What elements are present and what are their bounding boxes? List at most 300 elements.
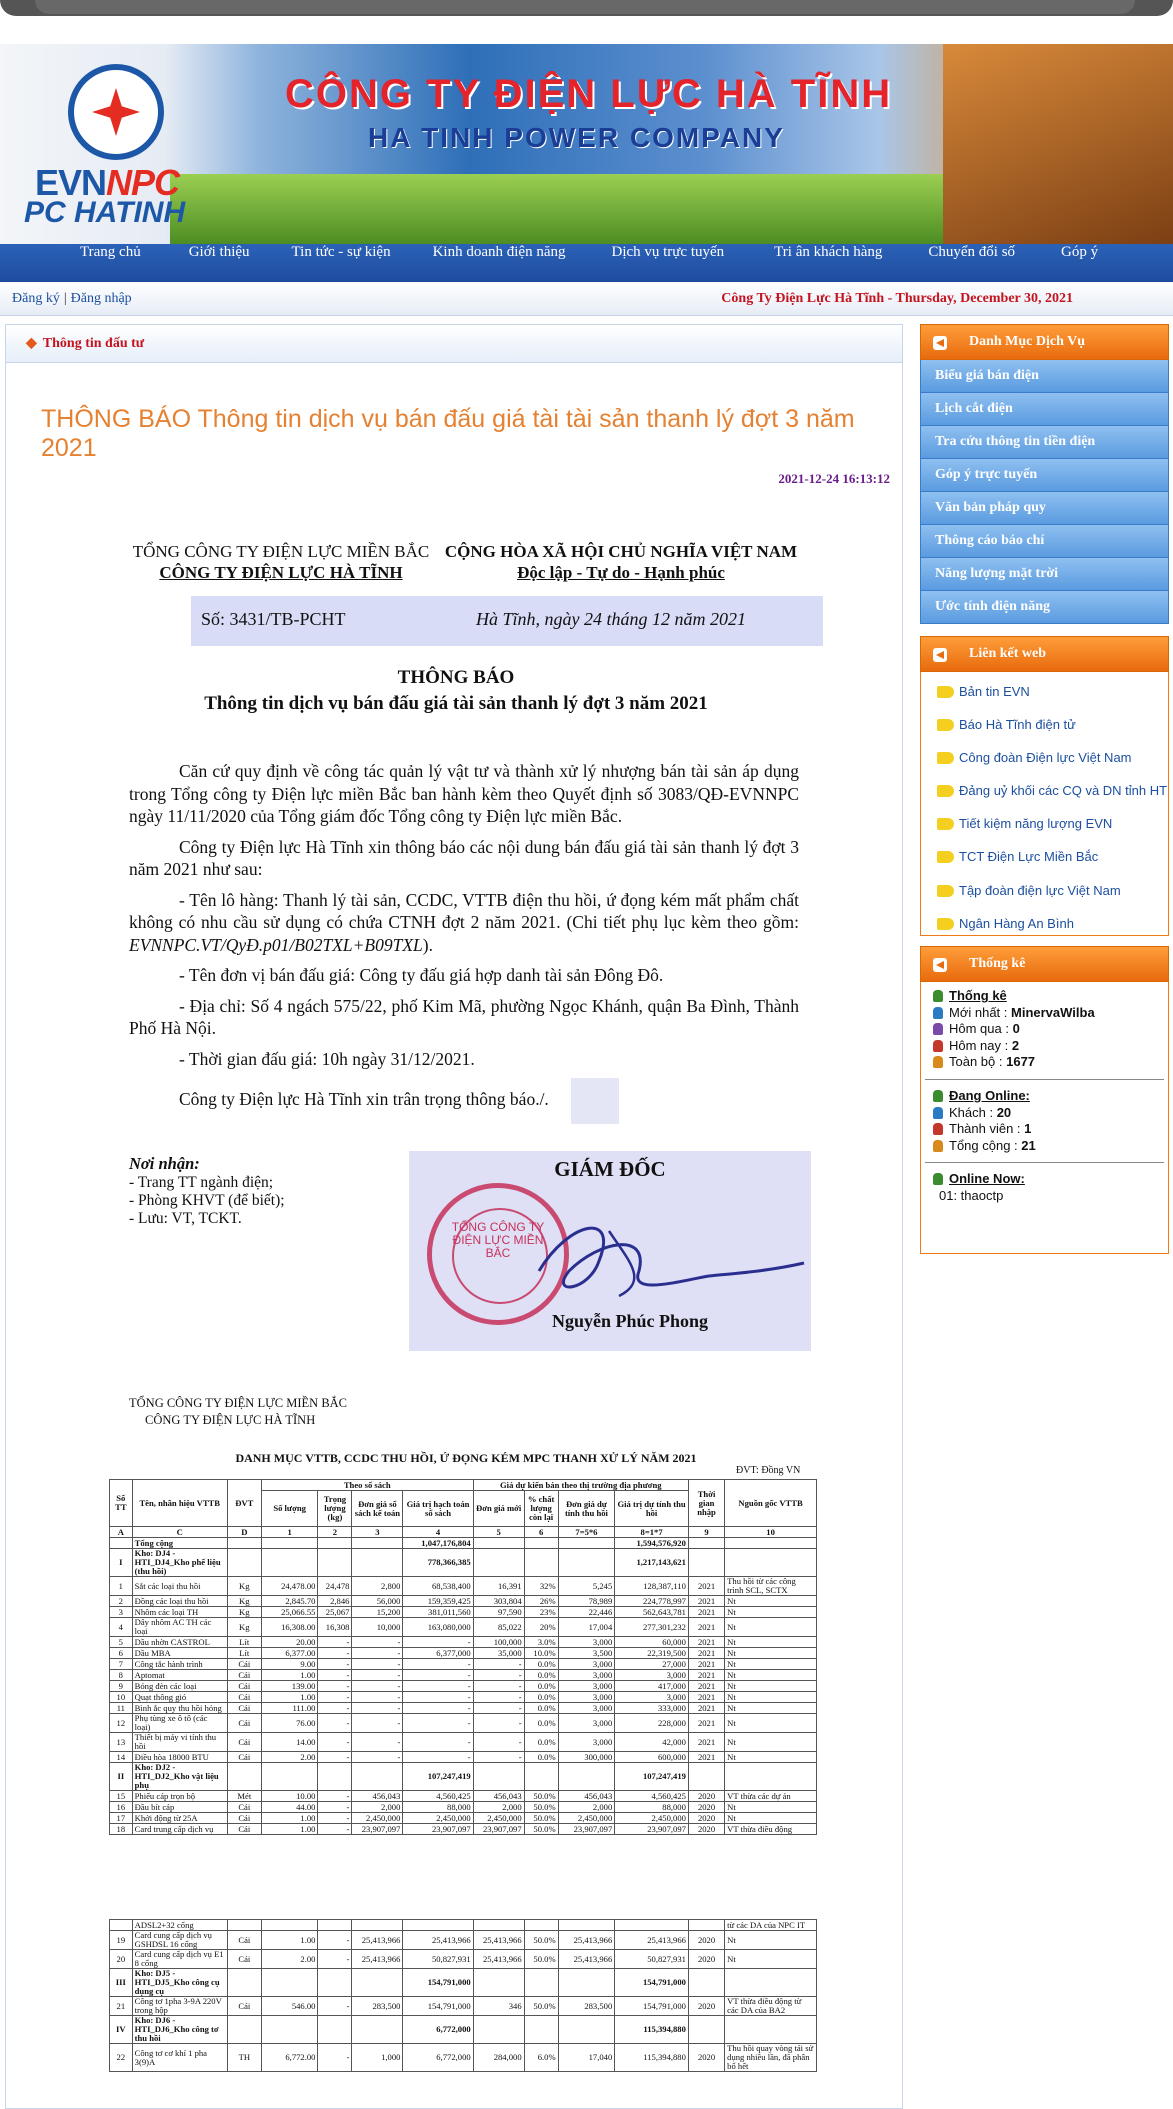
table-cell: 107,247,419 <box>403 1763 473 1791</box>
col-header: % chất lượng còn lại <box>524 1491 558 1527</box>
table-cell: 14.00 <box>261 1733 318 1752</box>
table-cell: 2021 <box>688 1670 724 1681</box>
table-cell <box>403 1920 473 1931</box>
table-cell: Đầu bít cáp <box>132 1802 227 1813</box>
table-cell: - <box>473 1714 524 1733</box>
worker-photo <box>943 44 1173 244</box>
service-item[interactable]: Năng lượng mặt trời <box>920 558 1169 591</box>
table-cell: 3,000 <box>558 1637 615 1648</box>
register-link[interactable]: Đăng ký <box>12 291 60 306</box>
table-cell <box>227 1763 261 1791</box>
table-cell <box>558 1538 615 1549</box>
table-cell: - <box>403 1670 473 1681</box>
table-cell <box>227 1920 261 1931</box>
table-cell <box>688 2016 724 2044</box>
table-cell <box>558 1549 615 1577</box>
tag-icon <box>937 851 954 863</box>
col-code: 4 <box>403 1527 473 1538</box>
table-cell: 16,391 <box>473 1577 524 1596</box>
col-code: 5 <box>473 1527 524 1538</box>
table-cell: - <box>318 1659 352 1670</box>
table-cell: Tổng cộng <box>132 1538 227 1549</box>
table-cell: 26% <box>524 1596 558 1607</box>
table-cell: 44.00 <box>261 1802 318 1813</box>
table-cell: Nt <box>725 1607 817 1618</box>
table-cell: 24,478.00 <box>261 1577 318 1596</box>
table-cell: 100,000 <box>473 1637 524 1648</box>
table-cell: từ các DA của NPC IT <box>725 1920 817 1931</box>
banner-title-en: HA TINH POWER COMPANY <box>368 122 785 153</box>
table-cell: 10,000 <box>352 1618 403 1637</box>
table-cell: Lít <box>227 1648 261 1659</box>
web-link[interactable]: TCT Điện Lực Miền Bắc <box>925 843 1164 876</box>
table-cell: Cái <box>227 1733 261 1752</box>
table-cell: 15 <box>110 1791 133 1802</box>
table-cell: Kho: DJ6 - HTI_DJ6_Kho công tơ thu hồi <box>132 2016 227 2044</box>
table-cell: 277,301,232 <box>615 1618 689 1637</box>
col-header: Đơn giá sổ sách kế toán <box>352 1491 403 1527</box>
table-cell: 284,000 <box>473 2044 524 2072</box>
nav-business[interactable]: Kinh doanh điện năng <box>432 244 566 260</box>
table-cell <box>725 1538 817 1549</box>
table-cell: - <box>318 1703 352 1714</box>
table-cell <box>473 1538 524 1549</box>
signature-block <box>409 1151 811 1351</box>
table-cell: - <box>318 1733 352 1752</box>
col-header: Đơn giá dự tính thu hồi <box>558 1491 615 1527</box>
table-cell: 154,791,000 <box>403 1969 473 1997</box>
table-cell <box>524 1969 558 1997</box>
table-cell: 50,827,931 <box>615 1950 689 1969</box>
table-cell: - <box>403 1752 473 1763</box>
table-row <box>110 1577 817 1596</box>
col-code: 6 <box>524 1527 558 1538</box>
table-cell: Cái <box>227 1692 261 1703</box>
table-cell: - <box>352 1703 403 1714</box>
table-cell <box>318 1920 352 1931</box>
table-cell: Thiết bị máy vi tính thu hồi <box>132 1733 227 1752</box>
recipients-title: Nơi nhận: <box>129 1154 200 1173</box>
table-cell <box>110 1538 133 1549</box>
table-cell: 20 <box>110 1950 133 1969</box>
doc-heading-main: THÔNG BÁO <box>397 667 515 688</box>
table-cell <box>110 1920 133 1931</box>
stats-box <box>920 982 1169 1254</box>
table-cell: 23,907,097 <box>615 1824 689 1835</box>
table-cell: 2,450,000 <box>558 1813 615 1824</box>
table-cell: 303,804 <box>473 1596 524 1607</box>
table-cell: 5 <box>110 1637 133 1648</box>
table-cell: 154,791,000 <box>615 1969 689 1997</box>
table-cell: - <box>318 1997 352 2016</box>
table-cell: Công tơ cơ khí 1 pha 3(9)A <box>132 2044 227 2072</box>
web-link[interactable]: Báo Hà Tĩnh điện tử <box>925 711 1164 744</box>
table-cell: Khởi động từ 25A <box>132 1813 227 1824</box>
table-cell: Phiếu cáp trọn bộ <box>132 1791 227 1802</box>
table-cell: 25,413,966 <box>352 1950 403 1969</box>
table-cell <box>524 1920 558 1931</box>
table-cell: - <box>352 1752 403 1763</box>
table-row <box>110 1813 817 1824</box>
stat-sum: Tổng cộng : 21 <box>925 1138 1164 1155</box>
table-cell: 21 <box>110 1997 133 2016</box>
table-cell: Kho: DJ5 - HTI_DJ5_Kho công cụ dụng cụ <box>132 1969 227 1997</box>
table-cell <box>227 2016 261 2044</box>
table-cell: - <box>403 1659 473 1670</box>
table-cell <box>558 2016 615 2044</box>
table-cell: 22 <box>110 2044 133 2072</box>
table-cell: ADSL2+32 cổng <box>132 1920 227 1931</box>
table-cell: - <box>352 1714 403 1733</box>
director-title: GIÁM ĐỐC <box>554 1157 666 1181</box>
table-cell: Nt <box>725 1752 817 1763</box>
table-cell: Dầu nhờn CASTROL <box>132 1637 227 1648</box>
table-cell: Sắt các loại thu hồi <box>132 1577 227 1596</box>
table-cell: - <box>403 1703 473 1714</box>
table-cell: 2020 <box>688 1813 724 1824</box>
table-cell: Dây nhôm AC TH các loại <box>132 1618 227 1637</box>
table-row <box>110 1596 817 1607</box>
table-cell <box>352 1549 403 1577</box>
table-cell: 35,000 <box>473 1648 524 1659</box>
table-cell <box>227 1969 261 1997</box>
online-now-title: Online Now: <box>925 1171 1164 1188</box>
table-cell: Cái <box>227 1950 261 1969</box>
list-org-name: CÔNG TY ĐIỆN LỰC HÀ TĨNH <box>145 1413 316 1427</box>
service-item[interactable]: Tra cứu thông tin tiền điện <box>920 426 1169 459</box>
table-cell: 25,413,966 <box>473 1950 524 1969</box>
table-cell <box>524 2016 558 2044</box>
company-date: Công Ty Điện Lực Hà Tĩnh - Thursday, December 30, 2021 <box>721 291 1073 306</box>
table-cell: 0.0% <box>524 1733 558 1752</box>
breadcrumb-label[interactable]: Thông tin đấu tư <box>42 336 145 351</box>
table-cell: Nt <box>725 1670 817 1681</box>
table-cell: 154,791,000 <box>615 1997 689 2016</box>
service-item[interactable]: Ước tính điện năng <box>920 591 1169 624</box>
table-cell: 4,560,425 <box>615 1791 689 1802</box>
table-cell: 20% <box>524 1618 558 1637</box>
table-row <box>110 1920 817 1931</box>
table-cell: 88,000 <box>615 1802 689 1813</box>
table-cell: 6,377,000 <box>403 1648 473 1659</box>
table-cell: 3,000 <box>558 1659 615 1670</box>
table-cell: 17 <box>110 1813 133 1824</box>
table-cell: 1.00 <box>261 1692 318 1703</box>
web-link[interactable]: Bản tin EVN <box>925 678 1164 711</box>
sidebar <box>920 324 1169 1254</box>
person-icon <box>933 1023 943 1035</box>
table-cell <box>473 1920 524 1931</box>
table-cell: 50.0% <box>524 1802 558 1813</box>
table-cell: 50.0% <box>524 1824 558 1835</box>
table-cell: 6 <box>110 1648 133 1659</box>
table-cell: 0.0% <box>524 1670 558 1681</box>
table-cell: 50.0% <box>524 1931 558 1950</box>
table-cell <box>227 1538 261 1549</box>
web-link[interactable]: Công đoàn Điện lực Việt Nam <box>925 744 1164 777</box>
web-link[interactable]: Đảng uỷ khối các CQ và DN tỉnh HT <box>925 777 1164 810</box>
table-cell: Công tắc hành trình <box>132 1659 227 1670</box>
logo-subtext: PC HATINH <box>24 196 186 229</box>
signature <box>479 1201 809 1311</box>
table-cell: 20.00 <box>261 1637 318 1648</box>
table-cell: 5,245 <box>558 1577 615 1596</box>
table-cell: 19 <box>110 1931 133 1950</box>
table-row <box>110 1637 817 1648</box>
table-cell <box>524 1538 558 1549</box>
table-cell: 115,394,880 <box>615 2016 689 2044</box>
table-cell: Kg <box>227 1618 261 1637</box>
table-cell: 6,772.00 <box>261 2044 318 2072</box>
table-cell: - <box>473 1659 524 1670</box>
table-cell: 9.00 <box>261 1659 318 1670</box>
table-cell: - <box>473 1733 524 1752</box>
table-cell: - <box>473 1670 524 1681</box>
table-cell <box>558 1969 615 1997</box>
service-item[interactable]: Biểu giá bán điện <box>920 360 1169 393</box>
table-cell: - <box>352 1637 403 1648</box>
col-code: 10 <box>725 1527 817 1538</box>
table-cell: 3,000 <box>558 1692 615 1703</box>
stat-total: Toàn bộ : 1677 <box>925 1054 1164 1071</box>
table-cell: - <box>403 1714 473 1733</box>
table-cell: 25,067 <box>318 1607 352 1618</box>
table-cell: - <box>318 1813 352 1824</box>
logo-text: EVNNPC <box>35 162 180 203</box>
table-row <box>110 1791 817 1802</box>
table-cell: 1.00 <box>261 1670 318 1681</box>
stats-header: Thống kê <box>920 946 1169 982</box>
table-cell: 60,000 <box>615 1637 689 1648</box>
table-cell: I <box>110 1549 133 1577</box>
person-icon <box>933 1056 943 1068</box>
services-menu <box>920 360 1169 624</box>
table-row <box>110 1997 817 2016</box>
table-cell <box>352 1538 403 1549</box>
table-cell: 154,791,000 <box>403 1997 473 2016</box>
table-row <box>110 1670 817 1681</box>
service-item[interactable]: Lịch cắt điện <box>920 393 1169 426</box>
web-link[interactable]: Tập đoàn điện lực Việt Nam <box>925 877 1164 910</box>
table-cell: Nhôm các loại TH <box>132 1607 227 1618</box>
nav-feedback[interactable]: Góp ý <box>1061 244 1099 260</box>
table-cell: 1,594,576,920 <box>615 1538 689 1549</box>
table-cell: Cái <box>227 1681 261 1692</box>
table-row <box>110 1950 817 1969</box>
nav-home[interactable]: Trang chủ <box>80 244 141 260</box>
table-row <box>110 1692 817 1703</box>
table-cell: 2,800 <box>352 1577 403 1596</box>
web-link[interactable]: Tiết kiệm năng lượng EVN <box>925 810 1164 843</box>
table-cell: Nt <box>725 1681 817 1692</box>
doc-place-date: Hà Tĩnh, ngày 24 tháng 12 năm 2021 <box>476 609 746 629</box>
table-cell: Thu hồi từ các công trình SCL, SCTX <box>725 1577 817 1596</box>
table-cell: - <box>352 1659 403 1670</box>
main-content <box>5 324 903 2109</box>
table-cell: Nt <box>725 1714 817 1733</box>
table-cell: 0.0% <box>524 1703 558 1714</box>
signer-name: Nguyễn Phúc Phong <box>551 1311 709 1331</box>
col-header: Tên, nhãn hiệu VTTB <box>132 1480 227 1527</box>
table-cell: - <box>318 1648 352 1659</box>
table-cell: 25,413,966 <box>558 1931 615 1950</box>
table-cell: Nt <box>725 1813 817 1824</box>
table-cell: 2,000 <box>558 1802 615 1813</box>
table-cell: 22,319,500 <box>615 1648 689 1659</box>
table-row <box>110 1802 817 1813</box>
table-cell: Lít <box>227 1637 261 1648</box>
table-cell: 6,772,000 <box>403 2044 473 2072</box>
table-cell: 8 <box>110 1670 133 1681</box>
tag-icon <box>937 686 954 698</box>
table-cell: Nt <box>725 1931 817 1950</box>
col-header: Nguồn gốc VTTB <box>725 1480 817 1527</box>
table-cell <box>352 1920 403 1931</box>
table-cell: 50.0% <box>524 1950 558 1969</box>
list-unit: ĐVT: Đồng VN <box>736 1465 801 1476</box>
table-cell: Cái <box>227 1703 261 1714</box>
table-cell: - <box>318 1791 352 1802</box>
col-code: A <box>110 1527 133 1538</box>
table-row <box>110 2016 817 2044</box>
table-cell <box>615 1920 689 1931</box>
table-row <box>110 1703 817 1714</box>
table-cell: Card trung cấp dịch vụ <box>132 1824 227 1835</box>
banner-title-vi: CÔNG TY ĐIỆN LỰC HÀ TĨNH <box>285 72 893 116</box>
table-cell: Cái <box>227 1670 261 1681</box>
tag-icon <box>937 818 954 830</box>
table-cell: 2021 <box>688 1752 724 1763</box>
person-icon <box>933 1040 943 1052</box>
table-row <box>110 1607 817 1618</box>
service-item[interactable]: Văn bản pháp quy <box>920 492 1169 525</box>
table-cell <box>725 1763 817 1791</box>
table-cell: 2,450,000 <box>352 1813 403 1824</box>
table-cell: 78,989 <box>558 1596 615 1607</box>
nation-title: CỘNG HÒA XÃ HỘI CHỦ NGHĨA VIỆT NAM <box>444 542 798 561</box>
table-cell: 2 <box>110 1596 133 1607</box>
evn-logo-icon[interactable] <box>68 64 164 160</box>
table-cell <box>261 1920 318 1931</box>
people-icon <box>933 1173 943 1185</box>
table-cell: 456,043 <box>558 1791 615 1802</box>
table-cell: 3,500 <box>558 1648 615 1659</box>
table-cell: Nt <box>725 1802 817 1813</box>
table-cell: 10.00 <box>261 1791 318 1802</box>
table-cell: 6.0% <box>524 2044 558 2072</box>
table-cell: 25,413,966 <box>615 1931 689 1950</box>
table-cell: Cái <box>227 1659 261 1670</box>
table-cell: TH <box>227 2044 261 2072</box>
col-code: 2 <box>318 1527 352 1538</box>
table-cell: 456,043 <box>473 1791 524 1802</box>
nav-online-services[interactable]: Dịch vụ trực tuyến <box>611 244 725 260</box>
table-cell: 2,450,000 <box>473 1813 524 1824</box>
service-item[interactable]: Thông cáo báo chí <box>920 525 1169 558</box>
nation-header <box>436 541 806 583</box>
table-cell: 16,308.00 <box>261 1618 318 1637</box>
nav-digital-transformation[interactable]: Chuyển đổi số <box>928 244 1016 260</box>
table-cell: 2021 <box>688 1733 724 1752</box>
table-row <box>110 1752 817 1763</box>
browser-top-bar <box>0 0 1173 44</box>
table-row <box>110 1681 817 1692</box>
table-cell: - <box>473 1681 524 1692</box>
nav-about[interactable]: Giới thiệu <box>188 244 250 260</box>
table-cell: 17,004 <box>558 1618 615 1637</box>
person-icon <box>933 1140 943 1152</box>
table-cell: 3,000 <box>615 1692 689 1703</box>
table-cell: 18 <box>110 1824 133 1835</box>
stat-newest: Mới nhất : MinervaWilba <box>925 1005 1164 1022</box>
table-cell: Phụ tùng xe ô tô (các loại) <box>132 1714 227 1733</box>
nav-customer-appreciation[interactable]: Tri ân khách hàng <box>774 244 883 260</box>
table-cell: Cái <box>227 1931 261 1950</box>
col-group-header: Giá dự kiến bán theo thị trường địa phương <box>473 1480 688 1491</box>
table-cell: - <box>318 1802 352 1813</box>
table-cell: - <box>403 1637 473 1648</box>
table-cell <box>524 1763 558 1791</box>
col-header: Giá trị hạch toán sổ sách <box>403 1491 473 1527</box>
person-icon <box>933 1123 943 1135</box>
web-link[interactable]: Ngân Hàng An Bình <box>925 910 1164 943</box>
table-cell: Nt <box>725 1637 817 1648</box>
table-cell: 2021 <box>688 1703 724 1714</box>
table-cell: VT thừa điều động <box>725 1824 817 1835</box>
table-cell <box>524 1549 558 1577</box>
table-cell <box>261 2016 318 2044</box>
table-cell: 456,043 <box>352 1791 403 1802</box>
online-now-user[interactable]: 01: thaoctp <box>939 1187 1004 1203</box>
diamond-icon: ◆ <box>26 336 37 351</box>
table-cell <box>688 1969 724 1997</box>
table-cell: 3,000 <box>558 1670 615 1681</box>
table-cell: 2020 <box>688 1791 724 1802</box>
table-cell: - <box>318 2044 352 2072</box>
table-cell <box>318 1763 352 1791</box>
table-cell: 42,000 <box>615 1733 689 1752</box>
table-cell: 2021 <box>688 1577 724 1596</box>
table-cell: 23,907,097 <box>352 1824 403 1835</box>
service-item[interactable]: Góp ý trực tuyến <box>920 459 1169 492</box>
tag-icon <box>937 752 954 764</box>
table-cell: - <box>318 1692 352 1703</box>
table-cell: Mét <box>227 1791 261 1802</box>
table-cell: Nt <box>725 1648 817 1659</box>
asset-table <box>109 1479 817 1835</box>
table-cell: Cái <box>227 1714 261 1733</box>
table-cell: Đồng các loại thu hồi <box>132 1596 227 1607</box>
table-cell: 3,000 <box>558 1681 615 1692</box>
table-cell: 163,080,000 <box>403 1618 473 1637</box>
table-cell: 25,413,966 <box>403 1931 473 1950</box>
table-cell: 128,387,110 <box>615 1577 689 1596</box>
doc-number-box <box>191 596 823 646</box>
table-cell: Điều hòa 18000 BTU <box>132 1752 227 1763</box>
table-cell: - <box>352 1648 403 1659</box>
nav-news[interactable]: Tin tức - sự kiện <box>291 244 391 260</box>
table-cell: 4 <box>110 1618 133 1637</box>
table-cell <box>688 1549 724 1577</box>
doc-subheading: Thông tin dịch vụ bán đấu giá tài sản thanh lý đợt 3 năm 2021 <box>204 693 708 714</box>
org-name: CÔNG TY ĐIỆN LỰC HÀ TĨNH <box>159 563 403 582</box>
login-link[interactable]: Đăng nhập <box>70 291 132 306</box>
table-cell: 56,000 <box>352 1596 403 1607</box>
table-cell: Card cung cấp dịch vụ E1 8 cổng <box>132 1950 227 1969</box>
table-cell: Kg <box>227 1577 261 1596</box>
table-cell: 88,000 <box>403 1802 473 1813</box>
table-cell: Nt <box>725 1596 817 1607</box>
